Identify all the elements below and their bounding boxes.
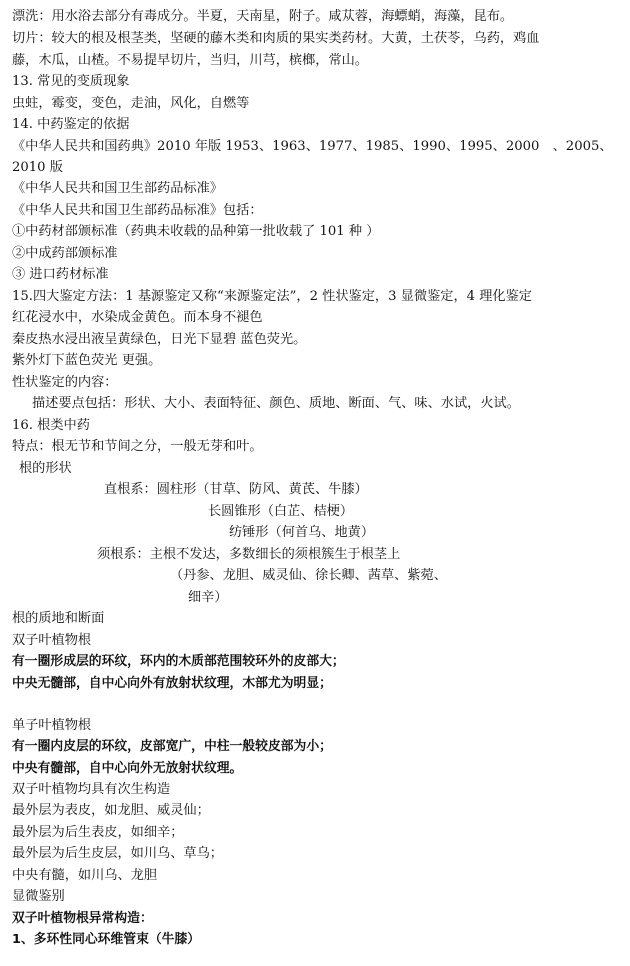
text-line-outer-epidermis: 最外层为表皮，如龙胆、威灵仙； — [12, 803, 210, 818]
text-line-description-points: 描述要点包括：形状、大小、表面特征、颜色、质地、断面、气、味、水试，火试。 — [32, 396, 520, 411]
text-line-central-pith: 中央有髓，如川乌、龙胆 — [12, 868, 158, 883]
text-line-slicing-cont: 藤，木瓜，山楂。不易提早切片，当归，川芎，槟榔，常山。 — [12, 53, 369, 68]
text-line-ministry-standard-includes: 《中华人民共和国卫生部药品标准》包括： — [12, 203, 263, 218]
text-line-deterioration: 虫蛀，霉变，变色，走油，风化，自燃等 — [12, 96, 250, 111]
text-line-fibrous-examples: （丹参、龙胆、威灵仙、徐长卿、茜草、紫菀、 — [170, 568, 447, 583]
list-item-1: ①中药材部颁标准（药典未收载的品种第一批收载了 101 种 ） — [12, 224, 380, 239]
text-line-microscopic: 显微鉴别 — [12, 889, 65, 904]
text-line-fibrous-root: 须根系：主根不发达，多数细长的须根簇生于根茎上 — [97, 547, 401, 562]
text-line-abnormal-structure: 双子叶植物根异常构造： — [12, 911, 153, 926]
text-line-long-cone: 长圆锥形（白芷、桔梗） — [208, 504, 354, 519]
text-line-taproot: 直根系：圆柱形（甘草、防风、黄芪、牛膝） — [104, 482, 368, 497]
heading-13: 13. 常见的变质现象 — [12, 74, 130, 89]
text-line-monocot-center: 中央有髓部，自中心向外无放射状纹理。 — [12, 761, 243, 776]
text-line-pharmacopoeia: 《中华人民共和国药典》2010 年版 1953、1963、1977、1985、1990、1995、2000 、2005、 — [12, 139, 613, 154]
list-item-3: ③ 进口药材标准 — [12, 267, 109, 282]
text-line-ministry-standard: 《中华人民共和国卫生部药品标准》 — [12, 181, 223, 196]
text-line-secondary-structure: 双子叶植物均具有次生构造 — [12, 782, 171, 797]
text-line-monocot-ring: 有一圈内皮层的环纹，皮部宽广，中柱一般较皮部为小； — [12, 739, 332, 754]
text-line-outer-metaderm: 最外层为后生表皮，如细辛； — [12, 825, 184, 840]
text-line-root-shape: 根的形状 — [19, 461, 72, 476]
text-line-fraxinus: 秦皮热水浸出液呈黄绿色，日光下显碧 蓝色荧光。 — [12, 332, 307, 347]
text-line-slicing: 切片：较大的根及根茎类，坚硬的藤木类和肉质的果实类药材。大黄，土茯苓，乌药，鸡血 — [12, 31, 540, 46]
text-line-character-content: 性状鉴定的内容： — [12, 375, 118, 390]
text-line-dicot-ring: 有一圈形成层的环纹，环内的木质部范围较环外的皮部大； — [12, 654, 345, 669]
text-line-dicot-root: 双子叶植物根 — [12, 633, 92, 648]
text-line-uv: 紫外灯下蓝色荧光 更强。 — [12, 353, 162, 368]
list-item-2: ②中成药部颁标准 — [12, 246, 118, 261]
text-line-outer-metaderm-cortex: 最外层为后生皮层，如川乌、草乌； — [12, 846, 223, 861]
text-line-safflower: 红花浸水中，水染成金黄色。而本身不褪色 — [12, 310, 263, 325]
text-line-pharmacopoeia-cont: 2010 版 — [12, 160, 63, 175]
text-line-monocot-root: 单子叶植物根 — [12, 718, 92, 733]
text-line-spindle: 纺锤形（何首乌、地黄） — [229, 525, 375, 540]
text-line-dicot-center: 中央无髓部，自中心向外有放射状纹理，木部尤为明显； — [12, 676, 332, 691]
heading-16: 16. 根类中药 — [12, 418, 90, 433]
text-line-texture-section: 根的质地和断面 — [12, 611, 105, 626]
text-line-fibrous-examples-cont: 细辛） — [188, 590, 228, 605]
heading-15: 15.四大鉴定方法：1 基源鉴定又称“来源鉴定法”，2 性状鉴定，3 显微鉴定，4 理化鉴定 — [12, 289, 532, 304]
text-line-concentric-bundles: 1、多环性同心环维管束（牛膝） — [12, 932, 201, 947]
heading-14: 14. 中药鉴定的依据 — [12, 117, 130, 132]
text-line-rinsing: 漂洗：用水浴去部分有毒成分。半夏，天南星，附子。咸苁蓉，海螵蛸，海藻，昆布。 — [12, 9, 514, 24]
text-line-features: 特点：根无节和节间之分，一般无芽和叶。 — [12, 439, 263, 454]
